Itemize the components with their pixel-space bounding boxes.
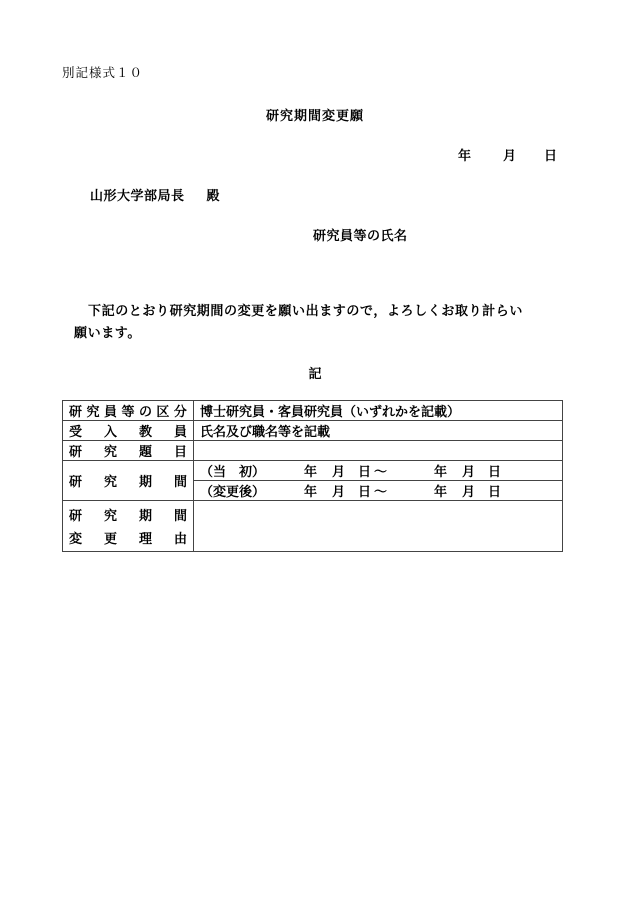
row-reason xyxy=(63,501,563,552)
applicant-name-label: 研究員等の氏名 xyxy=(313,229,408,244)
row-period-original xyxy=(63,461,563,481)
row-topic xyxy=(63,441,563,461)
row-host xyxy=(63,421,563,441)
form-number: 別記様式１０ xyxy=(62,65,144,80)
category-label: 研 究 員 等 の 区 分 xyxy=(63,401,194,421)
date-month: 月 xyxy=(503,149,517,164)
addressee-honorific: 殿 xyxy=(206,189,221,204)
date-year: 年 xyxy=(458,149,472,164)
reason-label: 研 究 期 間 変 更 理 由 xyxy=(63,501,194,552)
period-original-value[interactable]: （当 初） 年 月 日 ～ 年 月 日 xyxy=(194,461,563,481)
host-value[interactable]: 氏名及び職名等を記載 xyxy=(194,421,563,441)
ki-heading: 記 xyxy=(308,367,322,382)
category-value[interactable]: 博士研究員・客員研究員（いずれかを記載） xyxy=(194,401,563,421)
topic-label: 研 究 題 目 xyxy=(63,441,194,461)
date-line xyxy=(458,145,557,164)
addressee xyxy=(90,185,220,204)
document-title: 研究期間変更願 xyxy=(265,109,364,124)
host-label: 受 入 教 員 xyxy=(63,421,194,441)
request-body xyxy=(62,301,582,345)
period-changed-value[interactable]: （変更後） 年 月 日 ～ 年 月 日 xyxy=(194,481,563,501)
request-body-line1: 下記のとおり研究期間の変更を願い出ますので，よろしくお取り計らい xyxy=(88,304,523,319)
request-form-table xyxy=(62,400,563,552)
row-category xyxy=(63,401,563,421)
date-day: 日 xyxy=(544,149,558,164)
addressee-name: 山形大学部局長 xyxy=(90,189,185,204)
request-body-line2: 願います。 xyxy=(74,326,141,341)
reason-value[interactable] xyxy=(194,501,563,552)
topic-value[interactable] xyxy=(194,441,563,461)
period-label: 研 究 期 間 xyxy=(63,461,194,501)
